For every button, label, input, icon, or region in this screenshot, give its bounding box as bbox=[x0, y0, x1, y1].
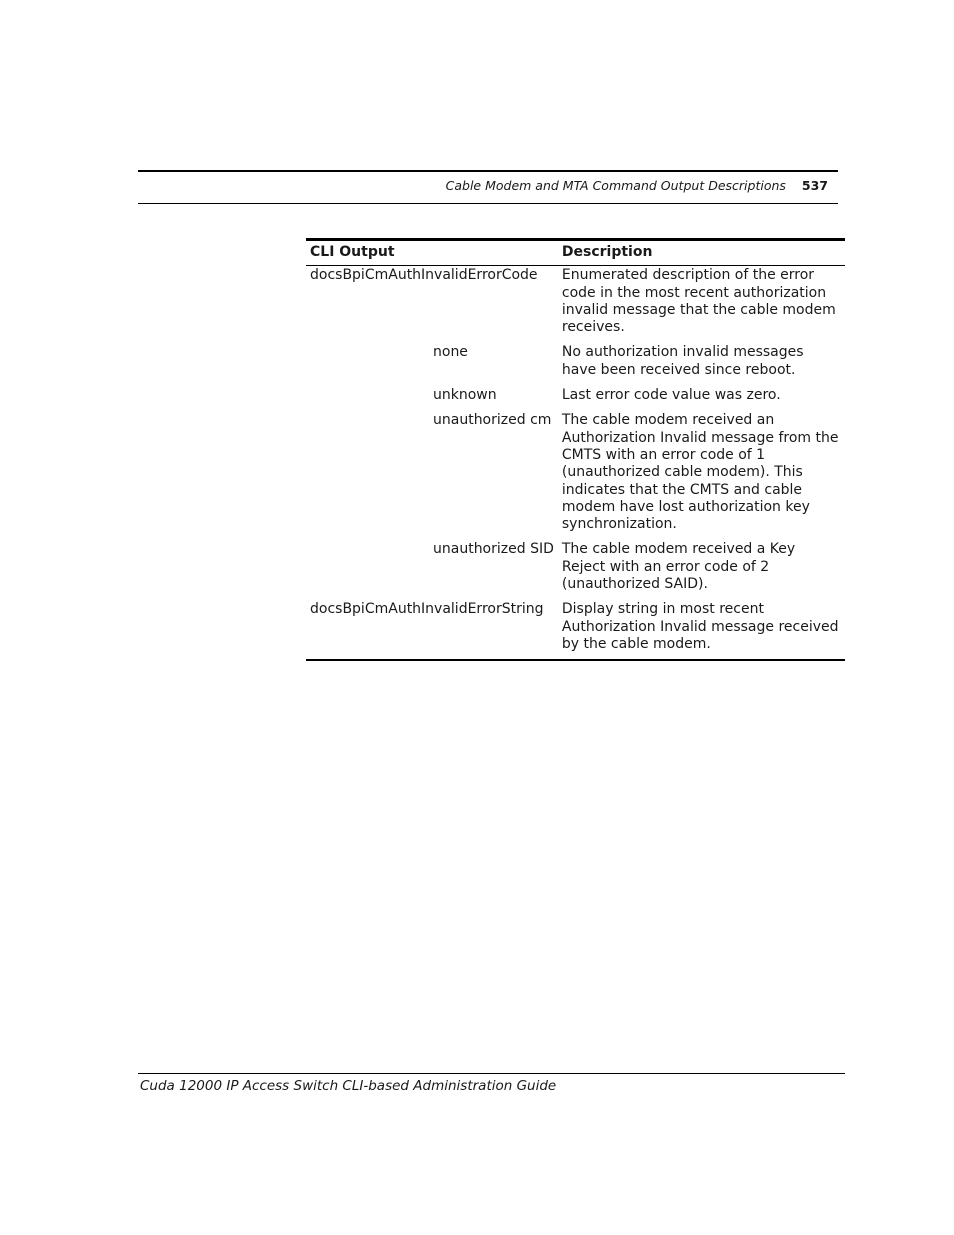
description-cell: The cable modem received a Key Reject with an error code of 2 (unauthorized SAID). bbox=[561, 541, 796, 593]
table-row bbox=[306, 601, 845, 660]
page-number: 537 bbox=[801, 178, 828, 193]
column-header-description: Description bbox=[561, 244, 653, 260]
cli-output-value-cell: unknown bbox=[433, 387, 497, 404]
table-header-row bbox=[306, 240, 845, 266]
cli-output-cell: docsBpiCmAuthInvalidErrorString bbox=[310, 601, 544, 618]
description-cell: Display string in most recent Authorization Invalid message received by the cable modem. bbox=[561, 601, 839, 652]
cli-output-table bbox=[306, 238, 845, 661]
cli-output-cell: docsBpiCmAuthInvalidErrorCode bbox=[310, 267, 538, 284]
footer-rule bbox=[138, 1073, 845, 1074]
cli-output-value-cell: none bbox=[433, 344, 468, 361]
column-header-cli-output: CLI Output bbox=[310, 244, 395, 260]
description-cell: No authorization invalid messages have been received since reboot. bbox=[561, 344, 804, 378]
description-cell: The cable modem received an Authorization Invalid message from the CMTS with an error code of 1 (unauthorized cable modem). This indicates that the CMTS and cable modem have lost authorization key synchronization. bbox=[561, 412, 839, 533]
description-cell: Last error code value was zero. bbox=[561, 387, 781, 404]
table-row bbox=[306, 344, 845, 387]
description-cell: Enumerated description of the error code in the most recent authorization invalid message that the cable modem receives. bbox=[561, 267, 836, 336]
header-rule-bottom bbox=[138, 203, 838, 204]
table-row bbox=[306, 266, 845, 345]
table-row bbox=[306, 541, 845, 601]
footer-text: Cuda 12000 IP Access Switch CLI-based Administration Guide bbox=[140, 1078, 557, 1094]
cli-output-table-wrapper bbox=[306, 238, 845, 661]
cli-output-value-cell: unauthorized cm bbox=[433, 412, 552, 429]
header-rule-top bbox=[138, 170, 838, 172]
running-head bbox=[138, 177, 828, 196]
running-title: Cable Modem and MTA Command Output Descriptions bbox=[445, 178, 786, 193]
table-row bbox=[306, 387, 845, 412]
table-row bbox=[306, 412, 845, 541]
cli-output-value-cell: unauthorized SID bbox=[433, 541, 554, 558]
